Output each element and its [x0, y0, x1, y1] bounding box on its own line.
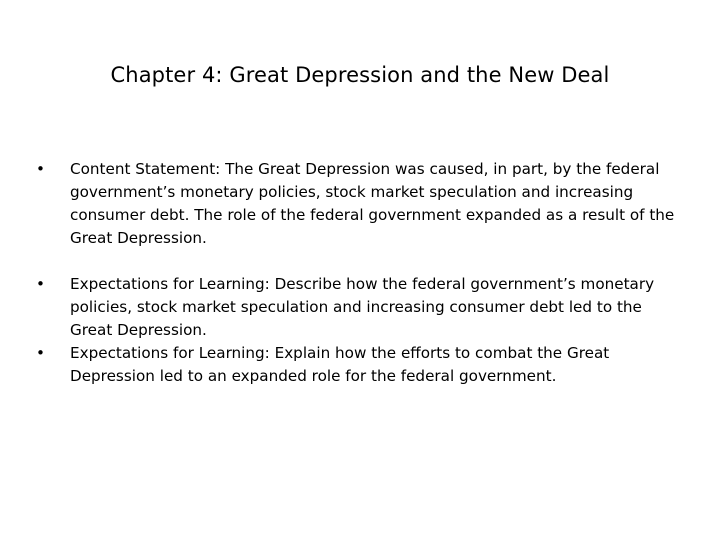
slide-title: Chapter 4: Great Depression and the New Deal — [110, 63, 610, 87]
bullet-icon: • — [36, 160, 45, 178]
bullet-item-content-statement — [36, 158, 686, 250]
bullet-item-expectation-describe — [36, 273, 686, 342]
bullet-icon: • — [36, 344, 45, 362]
bullet-text: Expectations for Learning: Explain how the efforts to combat the Great Depression led to an expanded role for the federal government. — [70, 344, 610, 385]
bullet-text: Content Statement: The Great Depression was caused, in part, by the federal government’s monetary policies, stock market speculation and increasing consumer debt. The role of the federal government expanded as a result of the Great Depression. — [70, 160, 675, 247]
bullet-item-expectation-explain — [36, 342, 686, 388]
bullet-icon: • — [36, 275, 45, 293]
bullet-list — [36, 158, 686, 388]
bullet-text: Expectations for Learning: Describe how the federal government’s monetary policies, stock market speculation and increasing consumer debt led to the Great Depression. — [70, 275, 655, 339]
